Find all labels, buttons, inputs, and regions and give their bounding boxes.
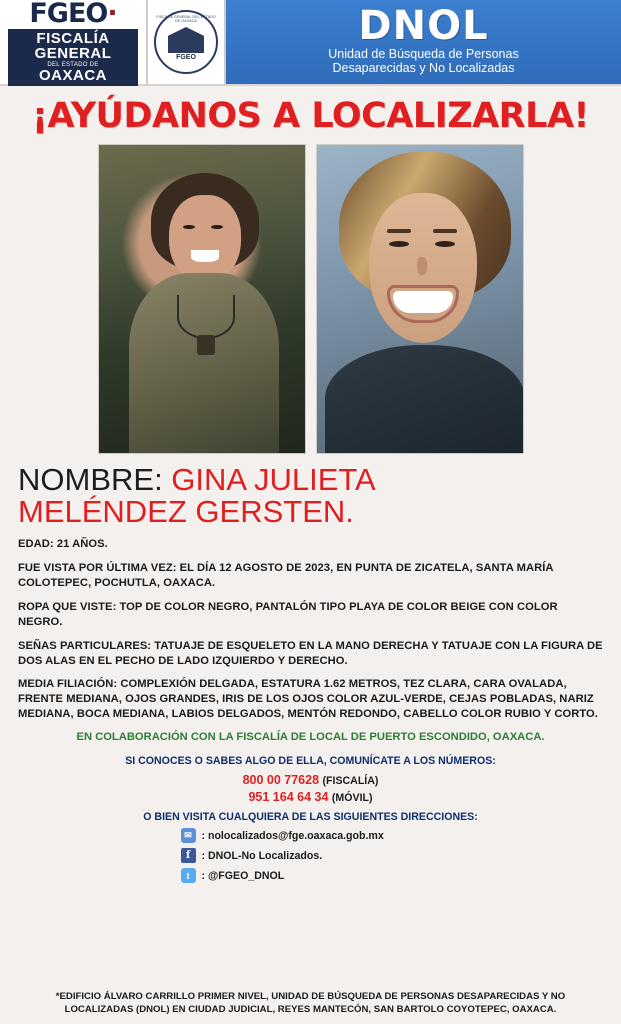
photo2-brow-left: [387, 229, 411, 233]
photo1-necklace-pendant: [197, 335, 215, 355]
name-label: NOMBRE:: [18, 462, 172, 497]
person-name-line-1: [18, 464, 603, 496]
fiscalia-nameplate: [8, 29, 138, 86]
collaboration-note: EN COLABORACIÓN CON LA FISCALÍA DE LOCAL DE PUERTO ESCONDIDO, OAXACA.: [76, 731, 545, 744]
person-photo-2: [316, 144, 524, 454]
dnol-subtitle-line-1: Unidad de Búsqueda de Personas: [328, 47, 519, 62]
person-details: [0, 531, 621, 755]
detail-physical-description: MEDIA FILIACIÓN: COMPLEXIÓN DELGADA, ESTATURA 1.62 METROS, TEZ CLARA, CARA OVALADA, FRENTE MEDIANA, OJOS GRANDES, IRIS DE LOS OJOS COLOR AZUL-VERDE, CEJAS POBLADAS, NARIZ MEDIANA, BOCA MEDIANA, LABIOS DELGADOS, MENTÓN REDONDO, CABELLO COLOR RUBIO Y CORTO.: [18, 678, 598, 721]
contact-email-row[interactable]: [181, 828, 441, 843]
photo2-body: [325, 345, 524, 454]
person-name-block: [0, 462, 621, 531]
photo2-eye-right: [435, 241, 455, 247]
name-value-line-2: MELÉNDEZ GERSTEN.: [18, 493, 354, 529]
contact-email-text[interactable]: : nolocalizados@fge.oaxaca.gob.mx: [201, 829, 384, 842]
dnol-subtitle-line-2: Desaparecidas y No Localizadas: [332, 61, 515, 76]
contact-twitter-row[interactable]: [181, 868, 441, 883]
dnol-acronym: DNOL: [358, 2, 489, 49]
fiscalia-line-1: FISCALÍA: [36, 30, 110, 47]
fiscalia-line-2: GENERAL: [34, 45, 112, 63]
photo-gallery: [0, 144, 621, 462]
detail-distinguishing-marks: SEÑAS PARTICULARES: TATUAJE DE ESQUELETO EN LA MANO DERECHA Y TATUAJE CON LA FIGURA DE DOS ALAS EN EL PECHO DE LADO IZQUIERDO Y DERECHO.: [18, 639, 603, 667]
contact-intro: SI CONOCES O SABES ALGO DE ELLA, COMUNÍCATE A LOS NÚMEROS:: [125, 755, 496, 768]
photo1-necklace-chain: [177, 295, 235, 339]
poster-footer-address: *EDIFICIO ÁLVARO CARRILLO PRIMER NIVEL, UNIDAD DE BÚSQUEDA DE PERSONAS DESAPARECIDAS Y NO LOCALIZADAS (DNOL) EN CIUDAD JUDICIAL, REYES MANTECÓN, SAN BARTOLO COYOTEPEC, OAXACA.: [55, 991, 566, 1015]
detail-last-seen: FUE VISTA POR ÚLTIMA VEZ: EL DÍA 12 AGOSTO DE 2023, EN PUNTA DE ZICATELA, SANTA MARÍA COLOTEPEC, POCHUTLA, OAXACA.: [18, 562, 554, 589]
photo2-nose: [417, 257, 427, 275]
photo2-brow-right: [433, 229, 457, 233]
contact-address-list: [0, 828, 621, 883]
dnol-banner: [226, 0, 621, 84]
twitter-icon: t: [181, 868, 196, 883]
detail-clothing: ROPA QUE VISTE: TOP DE COLOR NEGRO, PANTALÓN TIPO PLAYA DE COLOR BEIGE CON COLOR NEGRO.: [18, 600, 558, 628]
contact-phone-1[interactable]: [0, 772, 621, 789]
fgeo-branding: [0, 0, 148, 84]
poster-header: [0, 0, 621, 86]
contact-facebook-row[interactable]: [181, 848, 441, 863]
official-seal-container: [148, 0, 226, 84]
fgeo-logo-text: FGEO: [29, 0, 108, 29]
contact-facebook-text[interactable]: : DNOL-No Localizados.: [201, 849, 323, 862]
fiscalia-line-3: DEL ESTADO DE: [47, 61, 99, 68]
contact-section: [0, 755, 621, 889]
seal-building-icon: [168, 27, 204, 53]
phone-2-label: (MÓVIL): [331, 791, 373, 804]
seal-base-text: FGEO: [176, 54, 196, 61]
dnol-subtitle: [328, 47, 518, 75]
seal-ring-text: FISCALÍA GENERAL DEL ESTADO DE OAXACA: [156, 15, 216, 23]
poster-title: ¡AYÚDANOS A LOCALIZARLA!: [32, 96, 589, 136]
detail-age: EDAD: 21 AÑOS.: [18, 538, 108, 551]
phone-1-number[interactable]: 800 00 77628: [242, 773, 320, 788]
phone-2-number[interactable]: 951 164 64 34: [248, 789, 329, 804]
photo1-face: [169, 195, 241, 283]
name-value-line-1: GINA JULIETA: [171, 462, 376, 497]
fgeo-logo: [29, 0, 116, 27]
fgeo-logo-dot: ·: [107, 0, 117, 29]
facebook-icon: f: [181, 848, 196, 863]
contact-visit-label: O BIEN VISITA CUALQUIERA DE LAS SIGUIENTES DIRECCIONES:: [143, 811, 478, 824]
fiscalia-line-4: OAXACA: [38, 66, 107, 84]
contact-phone-2[interactable]: [0, 789, 621, 806]
photo1-eye-right: [211, 225, 223, 229]
photo2-eye-left: [389, 241, 409, 247]
phone-1-label: (FISCALÍA): [322, 775, 379, 788]
government-seal-icon: [154, 10, 218, 74]
email-icon: ✉: [181, 828, 196, 843]
photo1-smile: [191, 250, 219, 262]
person-photo-1: [98, 144, 306, 454]
photo1-eye-left: [183, 225, 195, 229]
contact-twitter-text[interactable]: : @FGEO_DNOL: [201, 869, 285, 882]
